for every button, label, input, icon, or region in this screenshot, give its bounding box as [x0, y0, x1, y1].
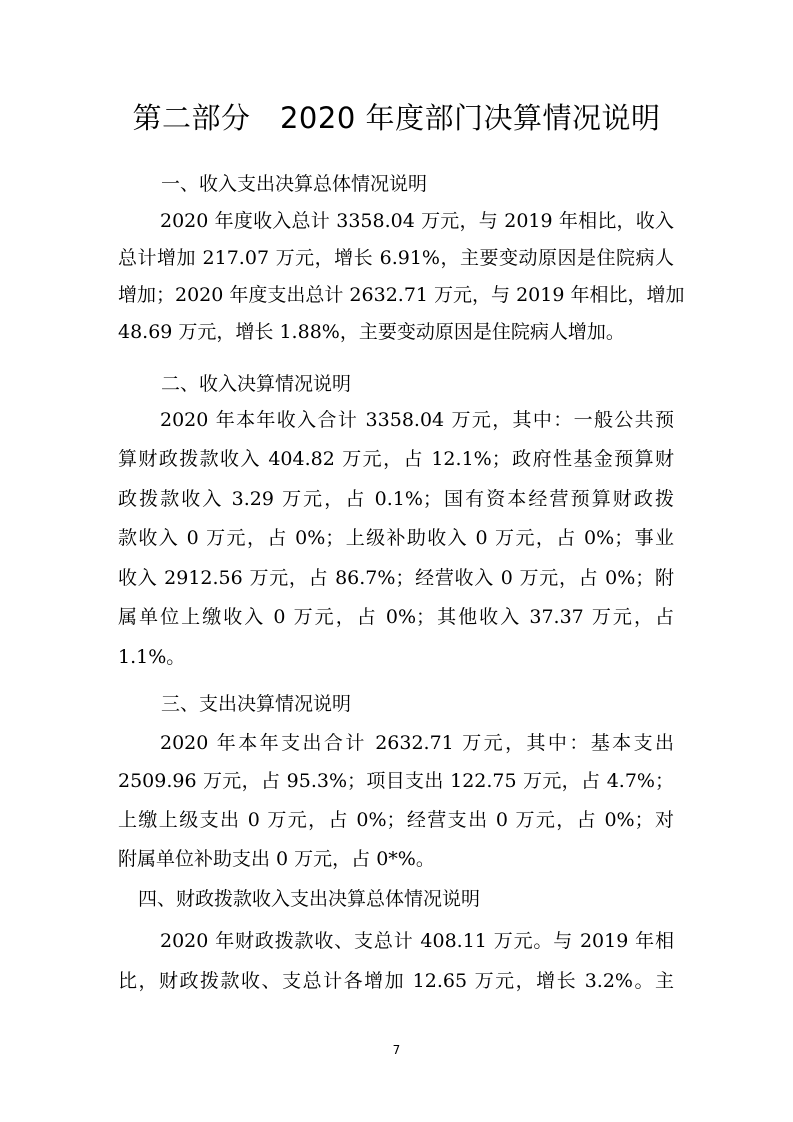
paragraph-line: 2020 年本年收入合计 3358.04 万元，其中：一般公共预 — [160, 409, 674, 431]
paragraph-line: 款收入 0 万元，占 0%；上级补助收入 0 万元，占 0%；事业 — [118, 527, 674, 549]
page-number: 7 — [392, 1043, 401, 1057]
paragraph-line: 1.1%。 — [118, 646, 186, 668]
paragraph-line: 2020 年本年支出合计 2632.71 万元，其中：基本支出 — [160, 732, 674, 754]
paragraph-line: 比，财政拨款收、支总计各增加 12.65 万元，增长 3.2%。主 — [118, 970, 674, 992]
paragraph-line: 2509.96 万元，占 95.3%；项目支出 122.75 万元，占 4.7%； — [118, 770, 674, 792]
page-title: 第二部分 2020 年度部门决算情况说明 — [132, 101, 661, 135]
paragraph-line: 算财政拨款收入 404.82 万元，占 12.1%；政府性基金预算财 — [118, 448, 674, 470]
paragraph-line: 政拨款收入 3.29 万元，占 0.1%；国有资本经营预算财政拨 — [118, 488, 674, 510]
paragraph-line: 上缴上级支出 0 万元，占 0%；经营支出 0 万元，占 0%；对 — [118, 809, 674, 831]
paragraph-line: 总计增加 217.07 万元，增长 6.91%，主要变动原因是住院病人 — [118, 247, 674, 269]
paragraph-line: 收入 2912.56 万元，占 86.7%；经营收入 0 万元，占 0%；附 — [118, 567, 674, 589]
section-heading-2: 二、收入决算情况说明 — [161, 373, 352, 395]
paragraph-line: 2020 年度收入总计 3358.04 万元，与 2019 年相比，收入 — [160, 210, 674, 232]
paragraph-line: 48.69 万元，增长 1.88%，主要变动原因是住院病人增加。 — [118, 321, 625, 343]
section-heading-3: 三、支出决算情况说明 — [161, 693, 352, 715]
section-heading-1: 一、收入支出决算总体情况说明 — [161, 173, 428, 195]
section-heading-4: 四、财政拨款收入支出决算总体情况说明 — [138, 888, 481, 910]
paragraph-line: 增加；2020 年度支出总计 2632.71 万元，与 2019 年相比，增加 — [118, 284, 685, 306]
paragraph-line: 属单位上缴收入 0 万元，占 0%；其他收入 37.37 万元，占 — [118, 606, 674, 628]
paragraph-line: 附属单位补助支出 0 万元，占 0*%。 — [118, 848, 435, 870]
paragraph-line: 2020 年财政拨款收、支总计 408.11 万元。与 2019 年相 — [160, 930, 674, 952]
